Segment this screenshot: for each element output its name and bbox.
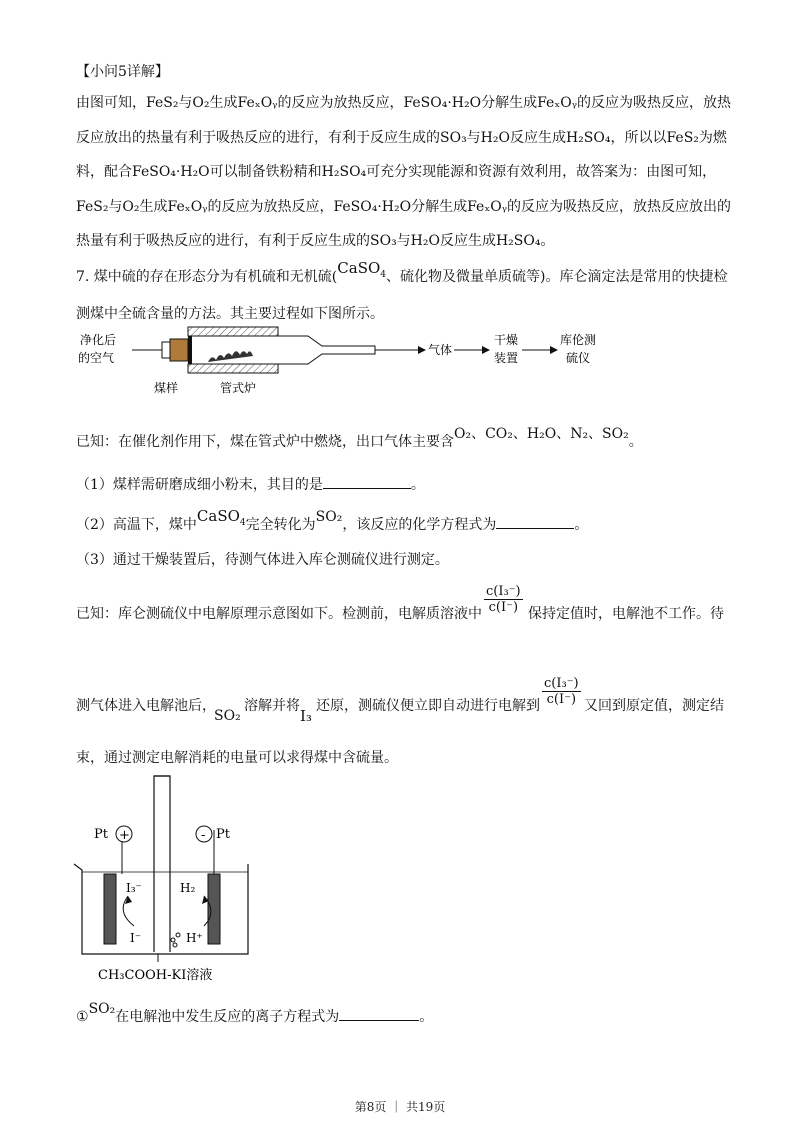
circled-q1-text: 在电解池中发生反应的离子方程式为 xyxy=(115,1009,340,1025)
line2-a: 测气体进入电解池后， xyxy=(76,698,216,714)
fraction2-numerator: c(I₃⁻) xyxy=(544,676,579,691)
known2-b: 保持定值时，电解池不工作。待 xyxy=(528,606,724,622)
section-heading: 【小问5详解】 xyxy=(76,64,169,80)
sub3: （3）通过干燥装置后，待测气体进入库仑测硫仪进行测定。 xyxy=(76,552,449,568)
ratio-fraction-1 xyxy=(484,584,523,615)
fraction-numerator: c(I₃⁻) xyxy=(486,584,521,599)
sub2-so2: SO₂ xyxy=(315,509,343,525)
circled-q1-so2: SO₂ xyxy=(88,1001,116,1017)
sample-label: 煤样 xyxy=(154,381,179,395)
sub2-caso4: CaSO$_4$ xyxy=(196,507,246,528)
i3-label: I₃⁻ xyxy=(126,881,142,895)
sub1-blank[interactable] xyxy=(323,474,411,489)
known1-gases: O₂、CO₂、H₂O、N₂、SO₂ xyxy=(454,426,629,442)
line2-c: 还原，测硫仪便立即自动进行电解到 xyxy=(316,698,540,714)
detail-line-2: 反应放出的热量有利于吸热反应的进行，有利于反应生成的SO₃与H₂O反应生成H₂SO₄，所以以FeS₂为燃 xyxy=(76,130,727,146)
line3: 束，通过测定电解消耗的电量可以求得煤中含硫量。 xyxy=(76,750,398,766)
q7-intro-b: 、硫化物及微量单质硫等)。库仑滴定法是常用的快捷检 xyxy=(386,269,728,285)
h2-label: H₂ xyxy=(180,881,196,895)
detail-line-3: 料，配合FeSO₄·H₂O可以制备铁粉精和H₂SO₄可充分实现能源和资源有效利用，故答案为：由图可知， xyxy=(76,164,717,180)
sub2-b: 完全转化为 xyxy=(245,517,316,533)
h-plus-label: H⁺ xyxy=(186,931,203,945)
q7-intro-c: 测煤中全硫含量的方法。其主要过程如下图所示。 xyxy=(76,306,384,322)
furnace-label: 管式炉 xyxy=(220,381,257,395)
line2-so2: SO₂ xyxy=(214,708,241,724)
detail-line-1: 由图可知，FeS₂与O₂生成FeₓOᵧ的反应为放热反应，FeSO₄·H₂O分解生成FeₓOᵧ的反应为吸热反应，放热 xyxy=(76,95,732,111)
dry-label-2: 装置 xyxy=(494,351,519,365)
caso4-formula: CaSO$_4$ xyxy=(337,259,387,280)
air-label-1: 净化后 xyxy=(80,333,117,347)
tube-furnace-diagram xyxy=(70,322,630,397)
electrolytic-cell-diagram xyxy=(70,772,270,992)
pt-right-label: Pt xyxy=(216,827,230,842)
q7-intro xyxy=(76,259,728,293)
coulo-label-2: 硫仪 xyxy=(566,351,591,365)
solution-label: CH₃COOH-KI溶液 xyxy=(98,968,213,983)
known1-end: 。 xyxy=(628,434,643,450)
line2-b: 溶解并将 xyxy=(244,698,300,714)
coulo-label-1: 库伦测 xyxy=(560,333,597,347)
sub2 xyxy=(76,507,589,541)
dry-label-1: 干燥 xyxy=(494,333,519,347)
known1 xyxy=(76,426,643,452)
circled-number: ① xyxy=(76,1009,89,1025)
fraction2-denominator: c(I⁻) xyxy=(546,692,577,707)
sub1-text: （1）煤样需研磨成细小粉末，其目的是 xyxy=(76,477,323,493)
q7-intro-a: 7. 煤中硫的存在形态分为有机硫和无机硫( xyxy=(76,269,338,285)
sub1-end: 。 xyxy=(410,477,425,493)
minus-sign: - xyxy=(201,828,206,843)
circled-q1-end: 。 xyxy=(419,1009,434,1025)
fraction-denominator: c(I⁻) xyxy=(488,600,519,615)
detail-line-5: 热量有利于吸热反应的进行，有利于反应生成的SO₃与H₂O反应生成H₂SO₄。 xyxy=(76,233,555,249)
sub2-blank[interactable] xyxy=(496,514,574,529)
line2-d: 又回到原定值，测定结 xyxy=(584,698,724,714)
page-footer: 第8页 ｜ 共19页 xyxy=(354,1100,446,1114)
line2-i3: I₃ xyxy=(300,707,312,725)
known2-a: 已知：库仑测硫仪中电解原理示意图如下。检测前，电解质溶液中 xyxy=(76,606,482,622)
detail-line-4: FeS₂与O₂生成FeₓOᵧ的反应为放热反应，FeSO₄·H₂O分解生成FeₓOᵧ的反应为吸热反应，放热反应放出的 xyxy=(76,199,732,215)
air-label-2: 的空气 xyxy=(78,351,115,365)
pt-left-label: Pt xyxy=(94,827,108,842)
circled-q1-blank[interactable] xyxy=(339,1006,419,1021)
sub1 xyxy=(76,474,425,495)
circled-q1 xyxy=(76,1001,434,1027)
gas-label: 气体 xyxy=(428,343,453,357)
sub2-end: 。 xyxy=(574,517,589,533)
sub2-c: ，该反应的化学方程式为 xyxy=(342,517,497,533)
ratio-fraction-2 xyxy=(542,676,581,707)
i-minus-label: I⁻ xyxy=(130,931,142,945)
sub2-a: （2）高温下，煤中 xyxy=(76,517,197,533)
plus-sign: + xyxy=(119,828,130,843)
known1-text: 已知：在催化剂作用下，煤在管式炉中燃烧，出口气体主要含 xyxy=(76,434,454,450)
